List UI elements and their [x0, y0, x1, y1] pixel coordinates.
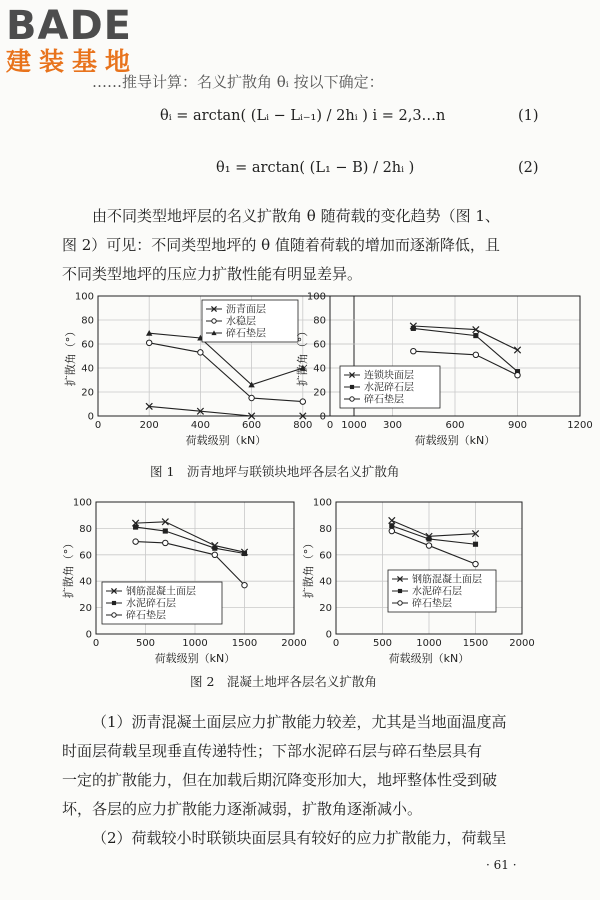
x-tick-label: 1000	[182, 638, 208, 649]
paragraph3-line1: （2）荷载较小时联锁块面层具有较好的应力扩散能力，荷载呈	[92, 829, 507, 847]
paragraph1-line3: 不同类型地坪的压应力扩散性能有明显差异。	[62, 265, 363, 283]
x-tick-label: 200	[139, 420, 159, 431]
chart-fig1-right	[296, 286, 593, 458]
x-tick-label: 900	[507, 420, 528, 431]
series-line-0	[413, 326, 517, 350]
data-point	[212, 546, 217, 551]
legend-marker	[112, 601, 116, 605]
y-tick-label: 20	[319, 603, 332, 615]
legend-marker	[350, 397, 354, 401]
x-tick-label: 1500	[462, 638, 489, 649]
data-point	[133, 539, 138, 544]
chart-fig2-right	[302, 492, 540, 672]
legend-label: 碎石垫层	[226, 328, 266, 340]
data-point	[473, 333, 478, 338]
x-axis-label: 荷载级别（kN）	[388, 652, 470, 665]
y-tick-label: 80	[81, 315, 94, 327]
x-tick-label: 300	[382, 420, 403, 431]
data-point	[426, 536, 431, 541]
series-line-0	[149, 406, 303, 416]
y-tick-label: 40	[81, 363, 94, 375]
x-axis-label: 荷载级别（kN）	[185, 434, 267, 447]
legend-label: 碎石垫层	[364, 394, 404, 406]
series-line-1	[136, 527, 245, 553]
paragraph2-line1: （1）沥青混凝土面层应力扩散能力较差，尤其是当地面温度高	[92, 713, 507, 731]
x-tick-label: 800	[293, 420, 313, 431]
y-tick-label: 40	[313, 363, 326, 375]
y-tick-label: 100	[306, 291, 326, 303]
x-tick-label: 500	[135, 638, 156, 649]
data-point	[163, 528, 168, 533]
legend-label: 水泥碎石层	[412, 586, 462, 598]
data-point	[212, 552, 217, 557]
x-tick-label: 1500	[231, 638, 258, 649]
x-tick-label: 600	[242, 420, 262, 431]
y-tick-label: 60	[81, 339, 94, 351]
data-point	[389, 528, 394, 533]
x-tick-label: 0	[332, 638, 340, 649]
legend-marker	[112, 613, 116, 617]
series-line-0	[136, 522, 245, 552]
x-tick-label: 1000	[416, 638, 442, 649]
y-tick-label: 40	[319, 576, 332, 588]
y-tick-label: 0	[325, 629, 332, 641]
legend-label: 沥青面层	[226, 304, 266, 316]
equation-1-number: (1)	[518, 108, 539, 124]
data-point	[163, 540, 168, 545]
data-point	[198, 350, 203, 355]
data-point	[411, 326, 416, 331]
y-tick-label: 80	[313, 315, 326, 327]
series-line-1	[413, 328, 517, 371]
chart-fig2-left	[60, 492, 310, 672]
data-point	[389, 517, 395, 523]
x-tick-label: 2000	[509, 638, 535, 649]
data-point	[473, 352, 478, 357]
data-point	[389, 523, 394, 528]
y-tick-label: 0	[319, 411, 326, 423]
data-point	[426, 543, 431, 548]
y-tick-label: 80	[319, 523, 332, 535]
legend-marker	[350, 385, 354, 389]
y-tick-label: 40	[79, 576, 92, 588]
y-tick-label: 100	[72, 497, 92, 509]
y-tick-label: 60	[79, 550, 92, 562]
paragraph2-line4: 坏，各层的应力扩散能力逐渐减弱，扩散角逐渐减小。	[62, 800, 423, 818]
y-tick-label: 80	[79, 523, 92, 535]
data-point	[249, 395, 254, 400]
legend-label: 钢筋混凝土面层	[412, 574, 482, 586]
legend-label: 连锁块面层	[364, 370, 414, 382]
data-point	[473, 542, 478, 547]
legend-marker	[212, 319, 216, 323]
x-tick-label: 600	[445, 420, 465, 431]
legend-marker	[398, 589, 402, 593]
data-point	[515, 372, 520, 377]
x-tick-label: 400	[190, 420, 210, 431]
y-tick-label: 100	[74, 291, 94, 303]
equation-2: θ₁ = arctan( (L₁ − B) / 2hᵢ )	[216, 160, 415, 176]
x-tick-label: 0	[326, 420, 334, 431]
series-line-1	[149, 343, 303, 402]
equation-1: θᵢ = arctan( (Lᵢ − Lᵢ₋₁) / 2hᵢ ) i = 2,3…n	[160, 108, 446, 124]
data-point	[242, 582, 247, 587]
y-tick-label: 60	[319, 550, 332, 562]
x-tick-label: 1000	[341, 420, 367, 431]
legend-label: 水泥碎石层	[364, 382, 414, 394]
y-axis-label: 扩散角（°）	[302, 537, 315, 599]
data-point	[133, 525, 138, 530]
data-point	[146, 340, 151, 345]
x-tick-label: 0	[94, 420, 102, 431]
y-axis-label: 扩散角（°）	[64, 325, 77, 387]
legend-label: 碎石垫层	[126, 610, 166, 622]
paragraph2-line3: 一定的扩散能力，但在加载后期沉降变形加大，地坪整体性受到破	[62, 771, 498, 789]
legend-label: 水稳层	[226, 316, 256, 328]
equation-2-number: (2)	[518, 160, 539, 176]
logo-subtitle: 建装基地	[6, 47, 139, 76]
y-tick-label: 60	[313, 339, 326, 351]
legend-marker	[398, 601, 402, 605]
x-tick-label: 1200	[567, 420, 593, 431]
legend-label: 钢筋混凝土面层	[126, 586, 196, 598]
y-tick-label: 20	[313, 387, 326, 399]
figure2-caption: 图 2 混凝土地坪各层名义扩散角	[190, 674, 377, 689]
x-axis-label: 荷载级别（kN）	[154, 652, 236, 665]
x-axis-label: 荷载级别（kN）	[414, 434, 496, 447]
logo-wordmark: BADE	[6, 3, 132, 49]
y-tick-label: 20	[79, 603, 92, 615]
x-tick-label: 2000	[281, 638, 307, 649]
data-point	[411, 348, 416, 353]
intro-fragment: ……推导计算：名义扩散角 θᵢ 按以下确定：	[92, 73, 384, 91]
legend-label: 碎石垫层	[412, 598, 452, 610]
paragraph1-line2: 图 2）可见：不同类型地坪的 θ 值随着荷载的增加而逐渐降低，且	[62, 236, 500, 254]
y-tick-label: 0	[85, 629, 92, 641]
x-tick-label: 0	[92, 638, 100, 649]
data-point	[242, 551, 247, 556]
figure1-caption: 图 1 沥青地坪与联锁块地坪各层名义扩散角	[150, 464, 400, 479]
paragraph2-line2: 时面层荷载呈现垂直传递特性；下部水泥碎石层与碎石垫层具有	[62, 742, 483, 760]
y-tick-label: 100	[312, 497, 332, 509]
y-tick-label: 0	[87, 411, 94, 423]
x-tick-label: 500	[372, 638, 393, 649]
data-point	[473, 561, 478, 566]
logo	[6, 4, 138, 76]
y-tick-label: 20	[81, 387, 94, 399]
legend-label: 水泥碎石层	[126, 598, 176, 610]
paragraph1-line1: 由不同类型地坪层的名义扩散角 θ 随荷载的变化趋势（图 1、	[92, 207, 500, 225]
y-axis-label: 扩散角（°）	[296, 325, 309, 387]
y-axis-label: 扩散角（°）	[62, 537, 75, 599]
page-number: · 61 ·	[486, 858, 517, 872]
